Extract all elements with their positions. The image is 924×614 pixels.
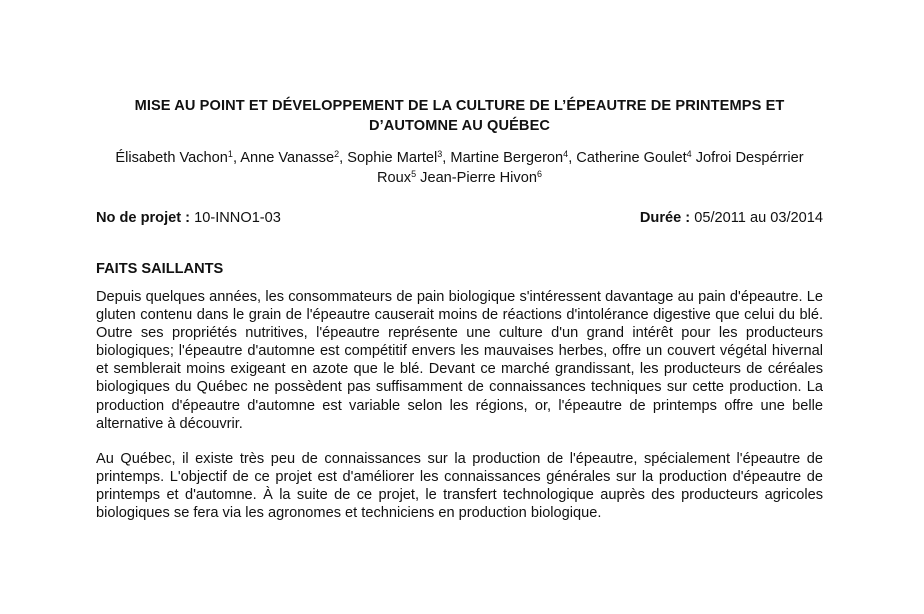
author-name: Jofroi Despérrier Roux	[377, 150, 804, 186]
author-affiliation-number: 2	[334, 149, 340, 159]
paragraph-2: Au Québec, il existe très peu de connaissances sur la production de l'épeautre, spécialement l'épeautre de printemps. L'objectif de ce projet est d'améliorer les connaissances générales sur la production d'épeautre de printemps et d'automne. À la suite de ce projet, le transfert technologique auprès des producteurs agricoles biologiques se fera via les agronomes et techniciens en production biologique.	[96, 450, 823, 522]
duration-label: Durée :	[639, 210, 691, 226]
paragraph-1: Depuis quelques années, les consommateurs de pain biologique s'intéressent davantage au pain d'épeautre. Le gluten contenu dans le grain de l'épeautre causerait moins de réactions d'intolérance digestive que celui du blé. Outre ses propriétés nutritives, l'épeautre représente une culture d'un grand intérêt pour les producteurs biologiques; l'épeautre d'automne est compétitif envers les mauvaises herbes, offre un couvert végétal hivernal et semblerait moins exigeant en azote que le blé. Devant ce marché grandissant, les producteurs de céréales biologiques du Québec ne possèdent pas suffisamment de connaissances techniques sur cette production. La production d'épeautre d'automne est variable selon les régions, or, l'épeautre de printemps offre une belle alternative à découvrir.	[96, 289, 823, 432]
author-list: Élisabeth Vachon$^1$, Anne Vanasse$^2$, Sophie Martel$^3$, Martine Bergeron$^4$, Catherine Goulet$^4$ Jofroi Despérrier Roux$^5$ Jean-Pierre Hivon$^6$	[115, 149, 804, 186]
project-number-value: 10-INNO1-03	[190, 210, 281, 226]
project-info-row	[96, 208, 823, 228]
author-affiliation-number: 4	[563, 149, 569, 159]
duration-value: 05/2011 au 03/2014	[690, 210, 823, 226]
author-name: Élisabeth Vachon	[115, 150, 228, 166]
author-name: Anne Vanasse	[240, 150, 335, 166]
title-line-1: MISE AU POINT ET DÉVELOPPEMENT DE LA CULTURE DE L’ÉPEAUTRE DE PRINTEMPS ET	[134, 98, 785, 114]
author-affiliation-number: 6	[536, 169, 542, 179]
title-line-2: D’AUTOMNE AU QUÉBEC	[368, 118, 551, 134]
project-number-label: No de projet :	[96, 210, 191, 226]
author-name: Jean-Pierre Hivon	[420, 170, 537, 186]
section-heading: FAITS SAILLANTS	[96, 261, 224, 277]
document-title	[96, 96, 823, 136]
author-affiliation-number: 3	[437, 149, 443, 159]
author-name: Martine Bergeron	[450, 150, 564, 166]
author-affiliation-number: 4	[686, 149, 692, 159]
author-name: Sophie Martel	[347, 150, 438, 166]
author-affiliation-number: 1	[227, 149, 233, 159]
project-duration	[640, 208, 823, 228]
author-affiliation-number: 5	[411, 169, 417, 179]
project-number	[96, 208, 281, 228]
author-name: Catherine Goulet	[576, 150, 687, 166]
